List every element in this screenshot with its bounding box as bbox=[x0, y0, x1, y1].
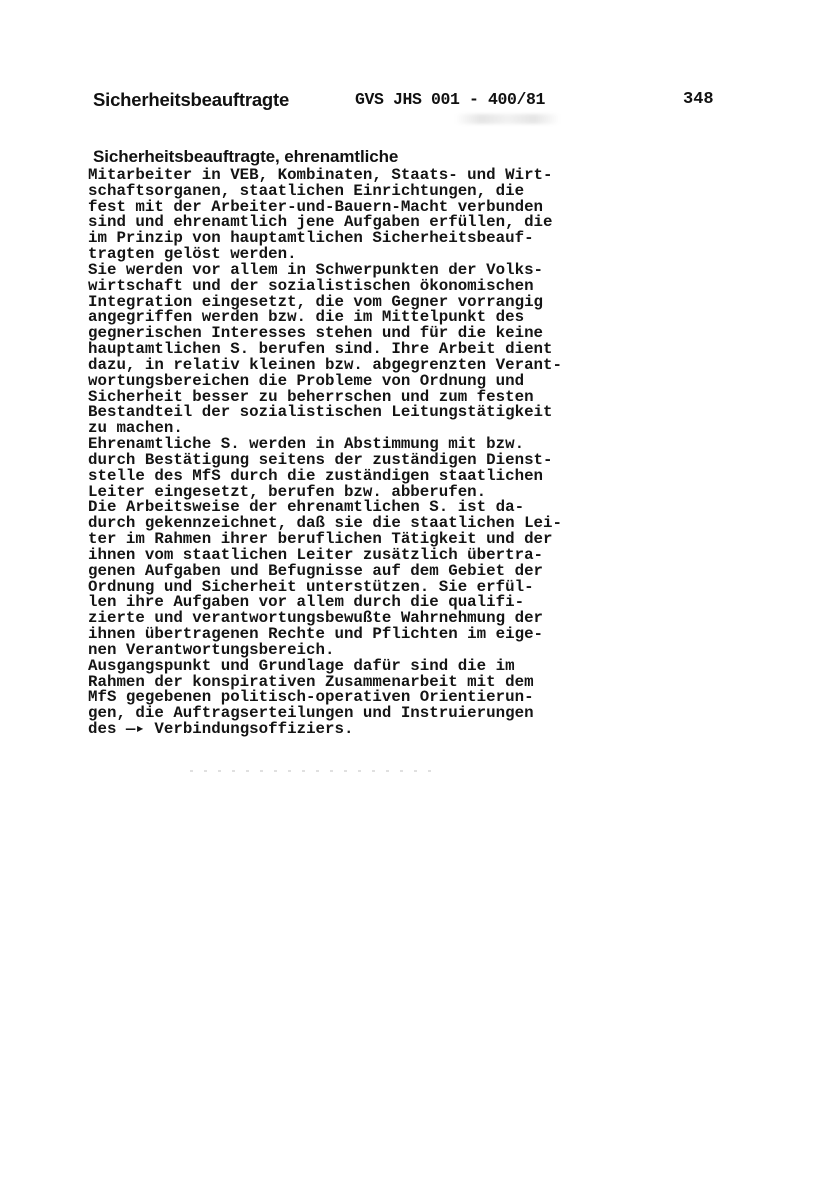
body-line: Integration eingesetzt, die vom Gegner vorrangig bbox=[88, 292, 544, 311]
body-line: tragten gelöst werden. bbox=[88, 245, 297, 264]
body-line: wortungsbereichen die Probleme von Ordnung und bbox=[88, 371, 525, 390]
body-line: gegnerischen Interesses stehen und für die keine bbox=[88, 324, 544, 343]
body-line: durch Bestätigung seitens der zuständigen Dienst- bbox=[88, 450, 553, 469]
body-line: zu machen. bbox=[88, 419, 183, 438]
body-line: wirtschaft und der sozialistischen ökonomischen bbox=[88, 276, 534, 295]
faint-stamp bbox=[455, 114, 560, 124]
body-line: durch gekennzeichnet, daß sie die staatlichen Lei- bbox=[88, 514, 562, 533]
body-line: Mitarbeiter in VEB, Kombinaten, Staats- und Wirt- bbox=[88, 166, 553, 184]
body-line: stelle des MfS durch die zuständigen staatlichen bbox=[88, 466, 544, 485]
body-line: Ehrenamtliche S. werden in Abstimmung mit bzw. bbox=[88, 435, 525, 454]
body-line: Sicherheit besser zu beherrschen und zum festen bbox=[88, 387, 534, 406]
page-number: 348 bbox=[683, 90, 714, 109]
body-line: schaftsorganen, staatlichen Einrichtungen, die bbox=[88, 181, 525, 200]
body-line: Ausgangspunkt und Grundlage dafür sind die im bbox=[88, 656, 515, 675]
body-line: gen, die Auftragserteilungen und Instruierungen bbox=[88, 704, 534, 723]
cross-reference-line: des —▸ Verbindungsoffiziers. bbox=[88, 719, 354, 738]
body-line: dazu, in relativ kleinen bzw. abgegrenzten Verant- bbox=[88, 355, 562, 374]
body-line: ihnen übertragenen Rechte und Pflichten im eige- bbox=[88, 625, 544, 644]
body-line: Die Arbeitsweise der ehrenamtlichen S. ist da- bbox=[88, 498, 525, 517]
page-header-title: Sicherheitsbeauftragte bbox=[93, 89, 290, 110]
body-line: zierte und verantwortungsbewußte Wahrnehmung der bbox=[88, 609, 544, 628]
body-line: Ordnung und Sicherheit unterstützen. Sie erfül- bbox=[88, 577, 534, 596]
scan-marks bbox=[190, 770, 440, 772]
body-line: Leiter eingesetzt, berufen bzw. abberufen. bbox=[88, 482, 487, 501]
entry-body bbox=[88, 168, 608, 738]
body-line: sind und ehrenamtlich jene Aufgaben erfüllen, die bbox=[88, 213, 553, 232]
body-line: im Prinzip von hauptamtlichen Sicherheitsbeauf- bbox=[88, 229, 534, 248]
body-line: fest mit der Arbeiter-und-Bauern-Macht verbunden bbox=[88, 197, 544, 216]
body-line: ter im Rahmen ihrer beruflichen Tätigkeit und der bbox=[88, 530, 553, 549]
body-line: Rahmen der konspirativen Zusammenarbeit mit dem bbox=[88, 672, 534, 691]
body-line: MfS gegebenen politisch-operativen Orientierun- bbox=[88, 688, 534, 707]
body-line: ihnen vom staatlichen Leiter zusätzlich übertra- bbox=[88, 545, 544, 564]
body-line: angegriffen werden bzw. die im Mittelpunkt des bbox=[88, 308, 525, 327]
body-line: genen Aufgaben und Befugnisse auf dem Gebiet der bbox=[88, 561, 544, 580]
body-line: nen Verantwortungsbereich. bbox=[88, 640, 335, 659]
body-line: len ihre Aufgaben vor allem durch die qualifi- bbox=[88, 593, 525, 612]
document-reference: GVS JHS 001 - 400/81 bbox=[355, 90, 546, 109]
body-line: Sie werden vor allem in Schwerpunkten der Volks- bbox=[88, 260, 544, 279]
entry-heading: Sicherheitsbeauftragte, ehrenamtliche bbox=[93, 147, 399, 166]
body-line: Bestandteil der sozialistischen Leitungstätigkeit bbox=[88, 403, 553, 422]
body-line: hauptamtlichen S. berufen sind. Ihre Arbeit dient bbox=[88, 340, 553, 359]
